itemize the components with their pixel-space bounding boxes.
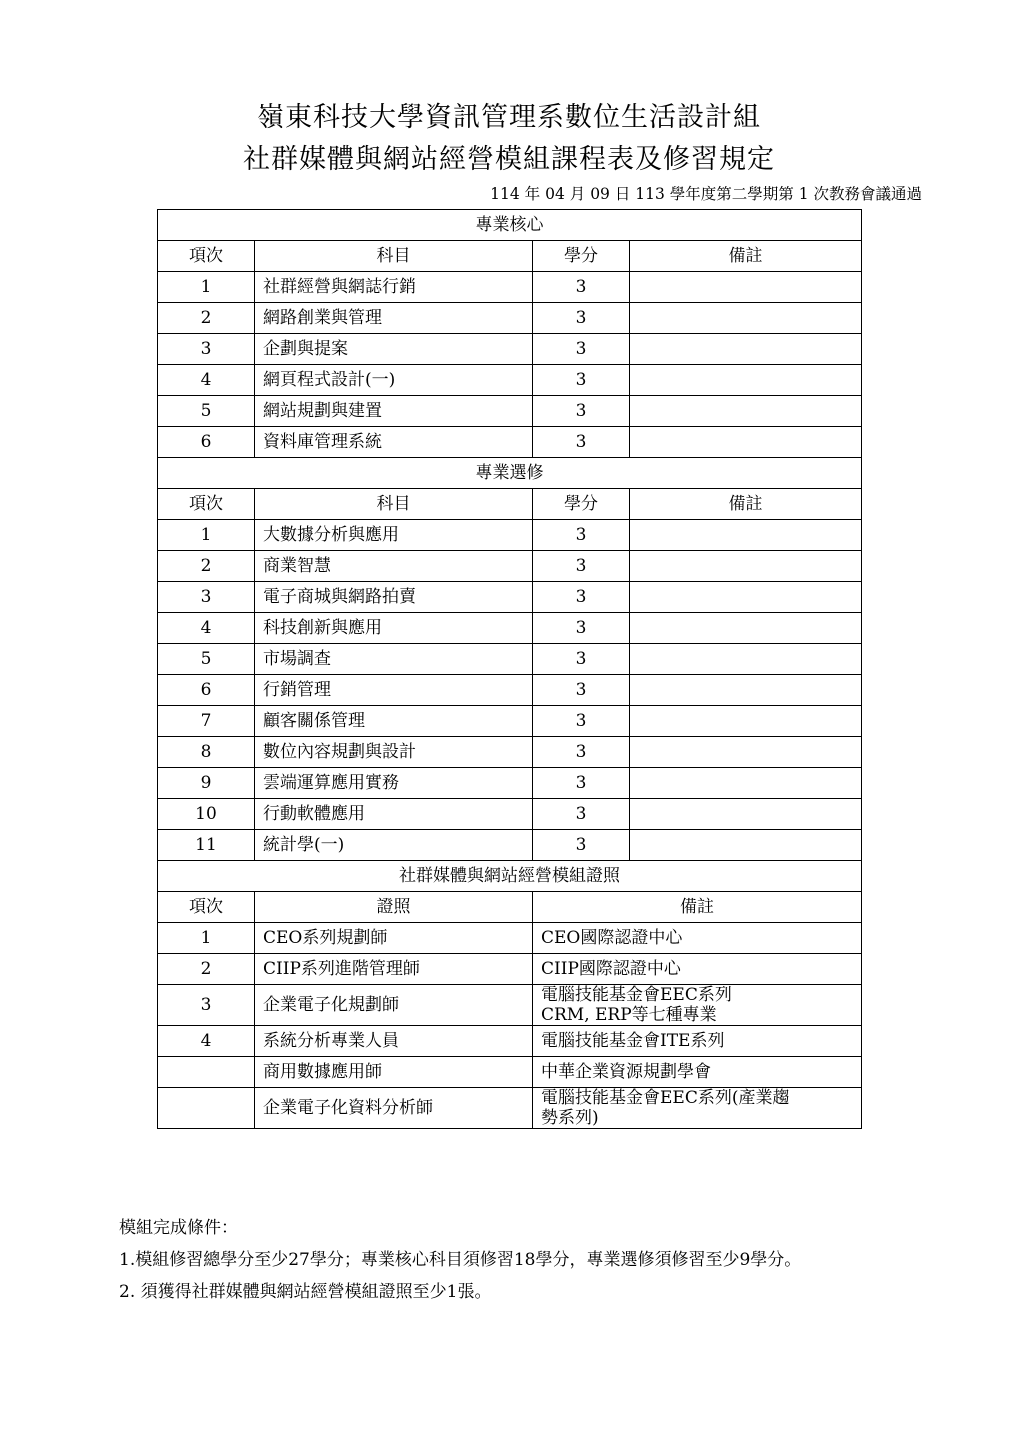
course-no: 5: [158, 644, 255, 675]
course-note: [630, 644, 862, 675]
course-credits: 3: [533, 551, 630, 582]
table-row: [158, 985, 862, 1026]
cert-name: 企業電子化規劃師: [255, 985, 533, 1026]
section-title: 專業選修: [158, 458, 862, 489]
table-row: [158, 1026, 862, 1057]
col-header-credits: 學分: [533, 241, 630, 272]
cert-no: 2: [158, 954, 255, 985]
header-row: [158, 489, 862, 520]
table-row: [158, 613, 862, 644]
cert-no: 4: [158, 1026, 255, 1057]
course-note: [630, 706, 862, 737]
course-note: [630, 303, 862, 334]
course-subject: 大數據分析與應用: [255, 520, 533, 551]
course-subject: 資料庫管理系統: [255, 427, 533, 458]
section-title: 社群媒體與網站經營模組證照: [158, 861, 862, 892]
table-row: [158, 706, 862, 737]
course-no: 6: [158, 675, 255, 706]
course-no: 3: [158, 582, 255, 613]
course-no: 2: [158, 551, 255, 582]
cert-note: [533, 1026, 862, 1057]
document-subtitle: 社群媒體與網站經營模組課程表及修習規定: [243, 144, 775, 175]
course-table: [157, 209, 862, 1129]
course-note: [630, 675, 862, 706]
table-row: [158, 768, 862, 799]
course-note: [630, 334, 862, 365]
course-credits: 3: [533, 706, 630, 737]
table-row: [158, 737, 862, 768]
col-header-note: 備註: [630, 241, 862, 272]
col-header-no: 項次: [158, 892, 255, 923]
course-note: [630, 799, 862, 830]
cert-no: 3: [158, 985, 255, 1026]
course-no: 5: [158, 396, 255, 427]
cert-name: CEO系列規劃師: [255, 923, 533, 954]
cert-note-line: 中華企業資源規劃學會: [541, 1062, 711, 1082]
course-subject: 雲端運算應用實務: [255, 768, 533, 799]
course-note: [630, 427, 862, 458]
cert-note-line: CEO國際認證中心: [541, 928, 683, 948]
course-note: [630, 582, 862, 613]
table-row: [158, 427, 862, 458]
course-credits: 3: [533, 737, 630, 768]
table-row: [158, 365, 862, 396]
course-note: [630, 830, 862, 861]
course-note: [630, 613, 862, 644]
course-credits: 3: [533, 396, 630, 427]
cert-note-line: 電腦技能基金會EEC系列(產業趨: [541, 1088, 790, 1108]
col-header-subject: 科目: [255, 489, 533, 520]
course-credits: 3: [533, 334, 630, 365]
course-subject: 科技創新與應用: [255, 613, 533, 644]
condition-item-2: 2. 須獲得社群媒體與網站經營模組證照至少1張。: [119, 1282, 492, 1302]
course-subject: 市場調查: [255, 644, 533, 675]
col-header-note: 備註: [533, 892, 862, 923]
table-row: [158, 551, 862, 582]
course-no: 8: [158, 737, 255, 768]
course-no: 1: [158, 272, 255, 303]
approval-note: 114 年 04 月 09 日 113 學年度第二學期第 1 次教務會議通過: [490, 185, 922, 203]
course-credits: 3: [533, 799, 630, 830]
table-row: [158, 954, 862, 985]
course-credits: 3: [533, 644, 630, 675]
table-row: [158, 272, 862, 303]
course-no: 3: [158, 334, 255, 365]
cert-note: [533, 923, 862, 954]
col-header-no: 項次: [158, 241, 255, 272]
course-subject: 社群經營與網誌行銷: [255, 272, 533, 303]
header-row: [158, 892, 862, 923]
course-no: 9: [158, 768, 255, 799]
table-row: [158, 923, 862, 954]
course-no: 1: [158, 520, 255, 551]
cert-note: [533, 1057, 862, 1088]
cert-name: 商用數據應用師: [255, 1057, 533, 1088]
table-row: [158, 644, 862, 675]
cert-name: 系統分析專業人員: [255, 1026, 533, 1057]
course-credits: 3: [533, 768, 630, 799]
section-row: [158, 861, 862, 892]
course-credits: 3: [533, 520, 630, 551]
course-subject: 行銷管理: [255, 675, 533, 706]
course-subject: 網站規劃與建置: [255, 396, 533, 427]
cert-note-line: 電腦技能基金會ITE系列: [541, 1031, 725, 1051]
cert-note-line: CRM, ERP等七種專業: [541, 1005, 717, 1025]
course-no: 2: [158, 303, 255, 334]
course-note: [630, 520, 862, 551]
col-header-cert: 證照: [255, 892, 533, 923]
course-note: [630, 551, 862, 582]
course-subject: 網路創業與管理: [255, 303, 533, 334]
document-title: 嶺東科技大學資訊管理系數位生活設計組: [257, 102, 761, 133]
cert-note: [533, 954, 862, 985]
course-subject: 行動軟體應用: [255, 799, 533, 830]
course-credits: 3: [533, 613, 630, 644]
cert-note: [533, 1088, 862, 1129]
course-credits: 3: [533, 365, 630, 396]
condition-item-1: 1.模組修習總學分至少27學分；專業核心科目須修習18學分，專業選修須修習至少9學分。: [119, 1250, 802, 1270]
course-subject: 電子商城與網路拍賣: [255, 582, 533, 613]
cert-name: 企業電子化資料分析師: [255, 1088, 533, 1129]
col-header-subject: 科目: [255, 241, 533, 272]
cert-name: CIIP系列進階管理師: [255, 954, 533, 985]
course-no: 11: [158, 830, 255, 861]
col-header-note: 備註: [630, 489, 862, 520]
table-row: [158, 303, 862, 334]
course-no: 10: [158, 799, 255, 830]
section-row: [158, 210, 862, 241]
course-credits: 3: [533, 675, 630, 706]
table-row: [158, 799, 862, 830]
course-credits: 3: [533, 830, 630, 861]
header-row: [158, 241, 862, 272]
conditions-heading: 模組完成條件：: [119, 1218, 238, 1238]
course-note: [630, 365, 862, 396]
cert-note-line: CIIP國際認證中心: [541, 959, 681, 979]
course-subject: 顧客關係管理: [255, 706, 533, 737]
course-subject: 數位內容規劃與設計: [255, 737, 533, 768]
course-note: [630, 396, 862, 427]
table-row: [158, 675, 862, 706]
table-row: [158, 1088, 862, 1129]
course-note: [630, 737, 862, 768]
table-row: [158, 830, 862, 861]
course-credits: 3: [533, 427, 630, 458]
course-subject: 商業智慧: [255, 551, 533, 582]
cert-no: 1: [158, 923, 255, 954]
col-header-no: 項次: [158, 489, 255, 520]
course-subject: 企劃與提案: [255, 334, 533, 365]
table-row: [158, 582, 862, 613]
course-subject: 統計學(一): [255, 830, 533, 861]
course-subject: 網頁程式設計(一): [255, 365, 533, 396]
course-no: 6: [158, 427, 255, 458]
col-header-credits: 學分: [533, 489, 630, 520]
course-no: 7: [158, 706, 255, 737]
table-row: [158, 520, 862, 551]
course-credits: 3: [533, 272, 630, 303]
cert-note: [533, 985, 862, 1026]
course-no: 4: [158, 365, 255, 396]
section-row: [158, 458, 862, 489]
course-no: 4: [158, 613, 255, 644]
table-row: [158, 334, 862, 365]
table-row: [158, 1057, 862, 1088]
course-note: [630, 272, 862, 303]
cert-note-line: 電腦技能基金會EEC系列: [541, 985, 732, 1005]
cert-note-line: 勢系列): [541, 1108, 599, 1128]
cert-no: [158, 1088, 255, 1129]
cert-no: [158, 1057, 255, 1088]
course-credits: 3: [533, 303, 630, 334]
course-credits: 3: [533, 582, 630, 613]
course-note: [630, 768, 862, 799]
section-title: 專業核心: [158, 210, 862, 241]
table-row: [158, 396, 862, 427]
